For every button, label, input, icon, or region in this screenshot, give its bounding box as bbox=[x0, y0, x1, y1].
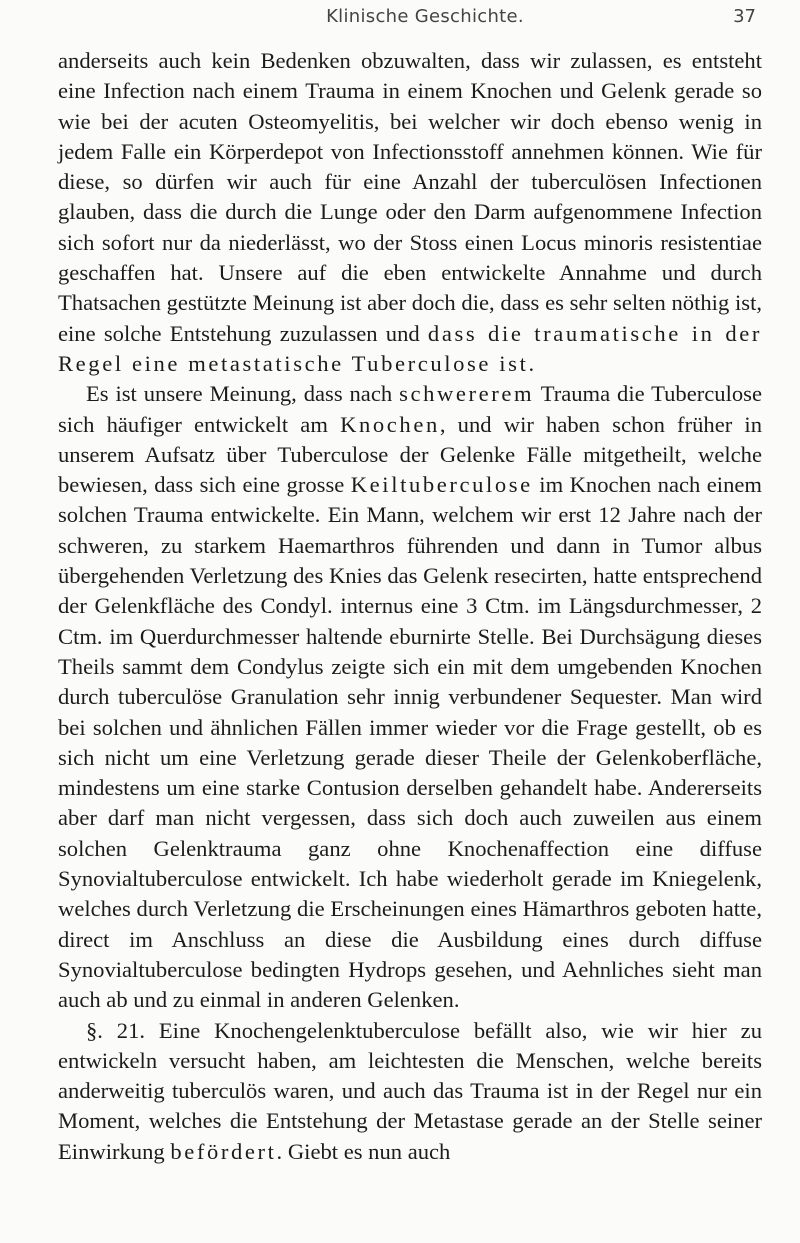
text-run: , und wir haben schon früher in unserem Aufsatz über Tuberculose der Gelenke Fälle mitgetheilt, welche bewiesen, dass sich eine grosse bbox=[58, 411, 763, 498]
paragraph bbox=[58, 46, 762, 379]
text-run: im Knochen nach einem solchen Trauma entwickelte. Ein Mann, welchem wir erst 12 Jahre nach der schweren, zu starkem Haemarthros führenden und dann in Tumor albus übergehenden Verletzung des Knies das Gelenk resecirten, hatte entsprechend der Gelenkfläche des Condyl. internus eine 3 Ctm. im Längsdurchmesser, 2 Ctm. im Querdurchmesser haltende eburnirte Stelle. Bei Durchsägung dieses Theils sammt dem Condylus zeigte sich ein mit dem umgebenden Knochen durch tuberculöse Granulation sehr innig verbundener Sequester. Man wird bei solchen und ähnlichen Fällen immer wieder vor die Frage gestellt, ob es sich nicht um eine Verletzung gerade dieser Theile der Gelenkoberfläche, mindestens um eine starke Contusion derselben gehandelt habe. Andererseits aber darf man nicht vergessen, dass sich doch auch zuweilen aus einem solchen Gelenktrauma ganz ohne Knochenaffection eine diffuse Synovialtuberculose entwickelt. Ich habe wiederholt gerade im Kniegelenk, welches durch Verletzung die Erscheinungen eines Hämarthros geboten hatte, direct im Anschluss an diese die Ausbildung eines durch diffuse Synovialtuberculose bedingten Hydrops gesehen, und Aehnliches sieht man auch ab und zu einmal in anderen Gelenken. bbox=[58, 472, 762, 1013]
paragraph bbox=[58, 379, 762, 1015]
emphasis-spaced-text: Knochen bbox=[340, 411, 440, 437]
paragraph bbox=[58, 1016, 762, 1167]
emphasis-spaced-text: dass die traumatische in der Regel eine metastatische Tuberculose ist. bbox=[58, 320, 762, 376]
running-head bbox=[80, 6, 770, 36]
page-number: 37 bbox=[733, 6, 756, 27]
emphasis-spaced-text: befördert bbox=[170, 1138, 277, 1164]
text-run: . Giebt es nun auch bbox=[276, 1138, 451, 1164]
text-run: Es ist unsere Meinung, dass nach bbox=[86, 381, 400, 407]
text-run: anderseits auch kein Bedenken obzuwalten, dass wir zulassen, es entsteht eine Infection nach einem Trauma in einem Knochen und Gelenk gerade so wie bei der acuten Osteomyelitis, bei welcher wir doch ebenso wenig in jedem Falle ein Körperdepot von Infectionsstoff annehmen können. Wie für diese, so dürfen wir auch für eine Anzahl der tuberculösen Infectionen glauben, dass die durch die Lunge oder den Darm aufgenommene Infection sich sofort nur da niederlässt, wo der Stoss einen Locus minoris resistentiae geschaffen hat. Unsere auf die eben entwickelte Annahme und durch Thatsachen gestützte Meinung ist aber doch die, dass es sehr selten nöthig ist, eine solche Entstehung zuzulassen und bbox=[58, 48, 762, 346]
text-run: §. 21. Eine Knochengelenktuberculose befällt also, wie wir hier zu entwickeln versucht haben, am leichtesten die Menschen, welche bereits anderweitig tuberculös waren, und auch das Trauma ist in der Regel nur ein Moment, welches die Entstehung der Metastase gerade an der Stelle seiner Einwirkung bbox=[58, 1017, 762, 1164]
body-text bbox=[58, 46, 762, 1167]
text-run: Trauma die Tuberculose sich häufiger entwickelt am bbox=[58, 381, 762, 437]
emphasis-spaced-text: schwererem bbox=[399, 381, 535, 407]
running-title: Klinische Geschichte. bbox=[326, 6, 524, 27]
emphasis-spaced-text: Keiltuberculose bbox=[350, 472, 533, 498]
